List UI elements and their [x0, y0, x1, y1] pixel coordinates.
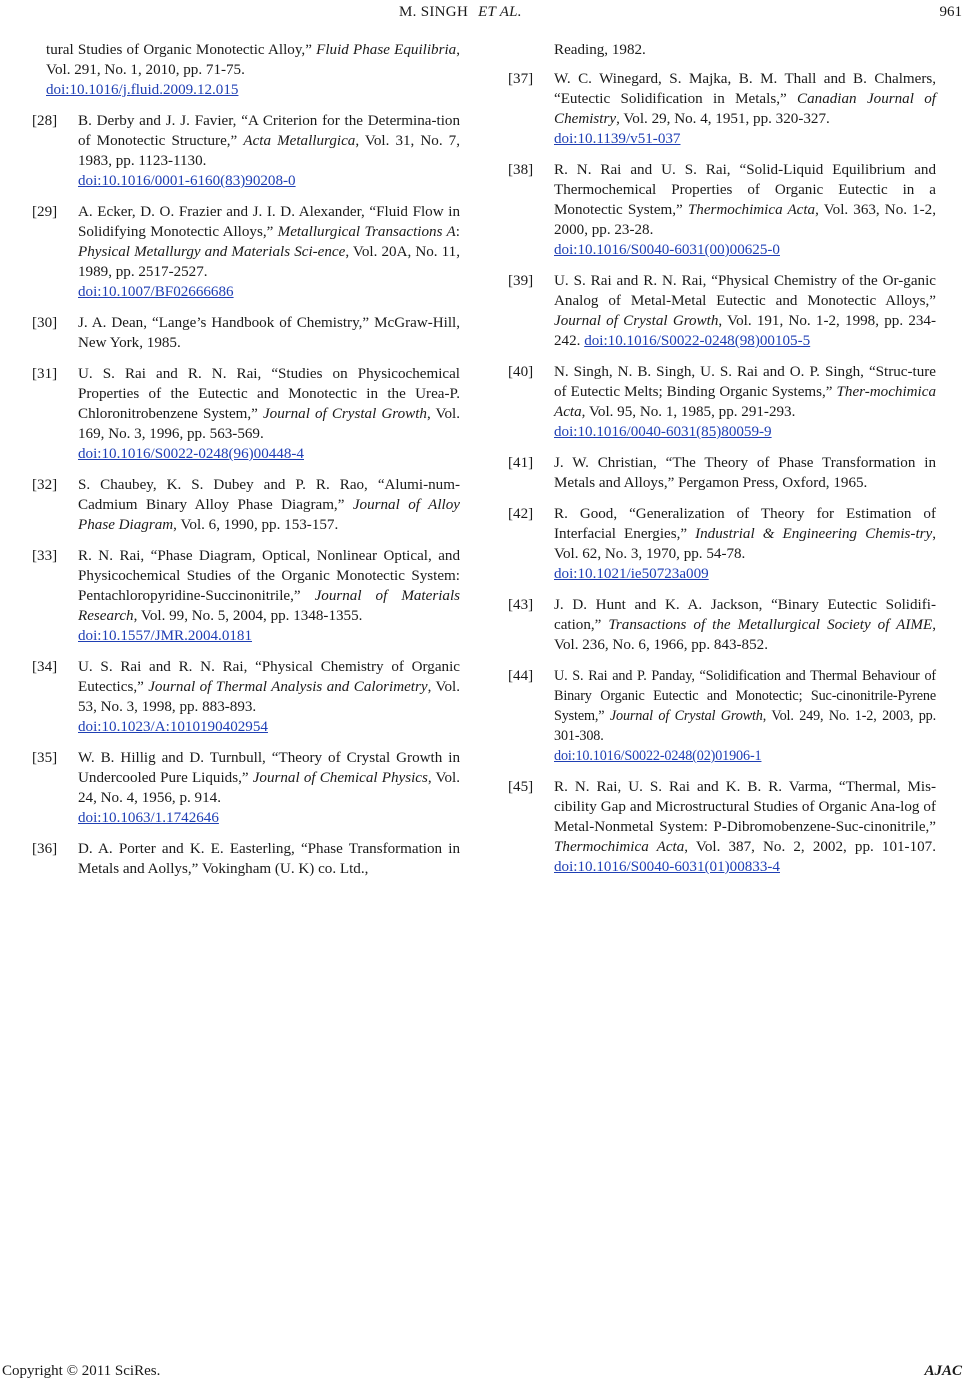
ref-details: , Vol. 29, No. 4, 1951, pp. 320-327.: [616, 111, 830, 127]
doi-link[interactable]: doi:10.1007/BF02666686: [78, 284, 234, 300]
ref-number: [33]: [32, 548, 58, 564]
doi-link[interactable]: doi:10.1063/1.1742646: [78, 810, 219, 826]
ref-text: J. A. Dean, “Lange’s Handbook of Chemistry,” McGraw-Hill, New York, 1985.: [78, 315, 460, 351]
ref-number: [41]: [508, 455, 534, 471]
ref-text: U. S. Rai and R. N. Rai, “Physical Chemistry of Organic Eutectics,”: [78, 659, 460, 695]
ref-details: , Vol. 169, No. 3, 1996, pp. 563-569.: [78, 406, 460, 442]
doi-link[interactable]: doi:10.1139/v51-037: [554, 131, 681, 147]
doi-link[interactable]: doi:10.1016/0040-6031(85)80059-9: [554, 424, 772, 440]
reference-43: [508, 595, 936, 655]
et-al: ET AL.: [478, 4, 522, 20]
reference-28: [32, 111, 460, 191]
reference-33: [32, 546, 460, 646]
ref-number: [28]: [32, 113, 58, 129]
ref-details: , Vol. 95, No. 1, 1985, pp. 291-293.: [581, 404, 796, 420]
ref-text: J. D. Hunt and K. A. Jackson, “Binary Eutectic Solidifi-cation,”: [554, 597, 936, 633]
running-head: [0, 2, 968, 22]
ref-text: U. S. Rai and P. Panday, “Solidification and Thermal Behaviour of Binary Organic Eutectic and Monotectic; Suc-cinonitrile-Pyrene System,”: [554, 668, 936, 724]
ref-journal: Industrial & Engineering Chemis-try: [695, 526, 933, 542]
ref-number: [34]: [32, 659, 58, 675]
doi-link[interactable]: doi:10.1016/S0022-0248(98)00105-5: [584, 333, 811, 349]
ref-number: [45]: [508, 779, 534, 795]
ref-details: , Vol. 191, No. 1-2, 1998, pp. 234-242.: [554, 313, 936, 349]
ref-journal: Journal of Crystal Growth: [554, 313, 719, 329]
ref-text: W. C. Winegard, S. Majka, B. M. Thall and B. Chalmers, “Eutectic Solidification in Metals,”: [554, 71, 936, 107]
ref-details: , Vol. 53, No. 3, 1998, pp. 883-893.: [78, 679, 460, 715]
ref-journal: Journal of Crystal Growth: [609, 708, 763, 724]
ref-details: , Vol. 249, No. 1-2, 2003, pp. 301-308.: [554, 708, 936, 744]
ref-journal: Journal of Crystal Growth: [262, 406, 427, 422]
doi-link[interactable]: doi:10.1023/A:1010190402954: [78, 719, 268, 735]
running-head-author: [399, 2, 522, 22]
ref-text: Reading, 1982.: [554, 42, 646, 58]
reference-40: [508, 362, 936, 442]
doi-link[interactable]: doi:10.1021/ie50723a009: [554, 566, 709, 582]
ref-details: , Vol. 387, No. 2, 2002, pp. 101-107.: [684, 839, 937, 855]
reference-32: [32, 475, 460, 535]
ref-number: [39]: [508, 273, 534, 289]
ref-text: D. A. Porter and K. E. Easterling, “Phase Transformation in Metals and Aollys,” Vokingham (U. K) co. Ltd.,: [78, 841, 460, 877]
ref-details: , Vol. 62, No. 3, 1970, pp. 54-78.: [554, 526, 936, 562]
ref-details: , Vol. 24, No. 4, 1956, p. 914.: [78, 770, 460, 806]
reference-39: [508, 271, 936, 351]
doi-link[interactable]: doi:10.1016/j.fluid.2009.12.015: [46, 82, 239, 98]
ref-number: [32]: [32, 477, 58, 493]
ref-text: B. Derby and J. J. Favier, “A Criterion for the Determina-tion of Monotectic Structure,”: [78, 113, 460, 149]
doi-link[interactable]: doi:10.1016/0001-6160(83)90208-0: [78, 173, 296, 189]
page-footer: [0, 1360, 968, 1382]
ref-journal: Journal of Chemical Physics: [252, 770, 428, 786]
author-name: M. SINGH: [399, 4, 469, 20]
ref-number: [42]: [508, 506, 534, 522]
ref-details: , Vol. 99, No. 5, 2004, pp. 1348-1355.: [133, 608, 363, 624]
ref-journal: Journal of Alloy Phase Diagram: [78, 497, 460, 533]
doi-link[interactable]: doi:10.1016/S0040-6031(00)00625-0: [554, 242, 780, 258]
ref-text: S. Chaubey, K. S. Dubey and P. R. Rao, “Alumi-num-Cadmium Binary Alloy Phase Diagram,”: [78, 477, 460, 513]
ref-details: , Vol. 6, 1990, pp. 153-157.: [173, 517, 339, 533]
ref-number: [40]: [508, 364, 534, 380]
ref-journal: Journal of Materials Research: [78, 588, 461, 624]
ref-journal: Thermochimica Acta: [554, 839, 685, 855]
ref-journal: Metallurgical Transactions A: [277, 224, 456, 240]
ref-text: tural Studies of Organic Monotectic Alloy,”: [46, 42, 317, 58]
ref-number: [29]: [32, 204, 58, 220]
ref-text: R. N. Rai, U. S. Rai and K. B. R. Varma, “Thermal, Mis-cibility Gap and Microstructural Studies of Organic Ana-log of Metal-Nonmetal System: P-Dibromobenzene-Suc-cinonitrile,”: [554, 779, 936, 835]
ref-details: , Vol. 236, No. 6, 1966, pp. 843-852.: [554, 617, 936, 653]
ref-number: [38]: [508, 162, 534, 178]
ref-details: , Vol. 31, No. 7, 1983, pp. 1123-1130.: [78, 133, 460, 169]
ref-text: W. B. Hillig and D. Turnbull, “Theory of Crystal Growth in Undercooled Pure Liquids,”: [78, 750, 460, 786]
ref-journal: Transactions of the Metallurgical Society of AIME: [608, 617, 933, 633]
page-number: 961: [939, 4, 962, 20]
doi-link[interactable]: doi:10.1016/S0040-6031(01)00833-4: [554, 859, 780, 875]
ref-text: A. Ecker, D. O. Frazier and J. I. D. Alexander, “Fluid Flow in Solidifying Monotectic Alloys,”: [78, 204, 460, 240]
reference-31: [32, 364, 460, 464]
reference-29: [32, 202, 460, 302]
doi-link[interactable]: doi:10.1016/S0022-0248(02)01906-1: [554, 748, 762, 764]
reference-44: [508, 666, 936, 766]
ref-journal: Acta Metallurgica: [243, 133, 356, 149]
reference-37: [508, 69, 936, 149]
reference-42: [508, 504, 936, 584]
doi-link[interactable]: doi:10.1016/S0022-0248(96)00448-4: [78, 446, 304, 462]
reference-column-left: [32, 40, 460, 890]
journal-abbreviation: AJAC: [924, 1363, 962, 1379]
reference-column-right: [508, 40, 936, 888]
ref-journal: Thermochimica Acta: [687, 202, 816, 218]
reference-35: [32, 748, 460, 828]
ref-details: , Vol. 20A, No. 11, 1989, pp. 2517-2527.: [78, 244, 460, 280]
ref-number: [35]: [32, 750, 58, 766]
reference-27-continued: [46, 40, 460, 100]
ref-details: , Vol. 291, No. 1, 2010, pp. 71-75.: [46, 42, 460, 78]
ref-journal: Ther-mochimica Acta: [554, 384, 936, 420]
reference-41: [508, 453, 936, 493]
ref-text: J. W. Christian, “The Theory of Phase Transformation in Metals and Alloys,” Pergamon Press, Oxford, 1965.: [554, 455, 936, 491]
ref-text: R. Good, “Generalization of Theory for Estimation of Interfacial Energies,”: [554, 506, 936, 542]
ref-number: [37]: [508, 71, 534, 87]
ref-text: N. Singh, N. B. Singh, U. S. Rai and O. P. Singh, “Struc-ture of Eutectic Melts; Binding Organic Systems,”: [554, 364, 936, 400]
ref-text: R. N. Rai, “Phase Diagram, Optical, Nonlinear Optical, and Physicochemical Studies of the Organic Monotectic System: Pentachloropyridine-Succinonitrile,”: [78, 548, 460, 604]
ref-text: U. S. Rai and R. N. Rai, “Studies on Physicochemical Properties of the Eutectic and Monotectic in the Urea-P. Chloronitrobenzene System,”: [78, 366, 460, 422]
ref-number: [30]: [32, 315, 58, 331]
ref-number: [43]: [508, 597, 534, 613]
reference-38: [508, 160, 936, 260]
reference-30: [32, 313, 460, 353]
reference-45: [508, 777, 936, 877]
ref-number: [36]: [32, 841, 58, 857]
doi-link[interactable]: doi:10.1557/JMR.2004.0181: [78, 628, 253, 644]
ref-journal: Journal of Thermal Analysis and Calorimetry: [148, 679, 428, 695]
reference-36-continued: [508, 40, 936, 60]
ref-text: R. N. Rai and U. S. Rai, “Solid-Liquid Equilibrium and Thermochemical Properties of Organic Eutectic in a Monotectic System,”: [554, 162, 936, 218]
ref-number: [44]: [508, 668, 534, 684]
ref-separator: :: [455, 224, 460, 240]
ref-journal: Fluid Phase Equilibria: [316, 42, 457, 58]
reference-34: [32, 657, 460, 737]
copyright-notice: Copyright © 2011 SciRes.: [2, 1363, 161, 1379]
ref-journal-subtitle: Physical Metallurgy and Materials Sci-ence: [78, 244, 346, 260]
ref-journal: Canadian Journal of Chemistry: [554, 91, 936, 127]
ref-number: [31]: [32, 366, 58, 382]
reference-36: [32, 839, 460, 879]
ref-details: , Vol. 363, No. 1-2, 2000, pp. 23-28.: [554, 202, 937, 238]
ref-text: U. S. Rai and R. N. Rai, “Physical Chemistry of the Or-ganic Analog of Metal-Metal Eutectic and Monotectic Alloys,”: [554, 273, 936, 309]
